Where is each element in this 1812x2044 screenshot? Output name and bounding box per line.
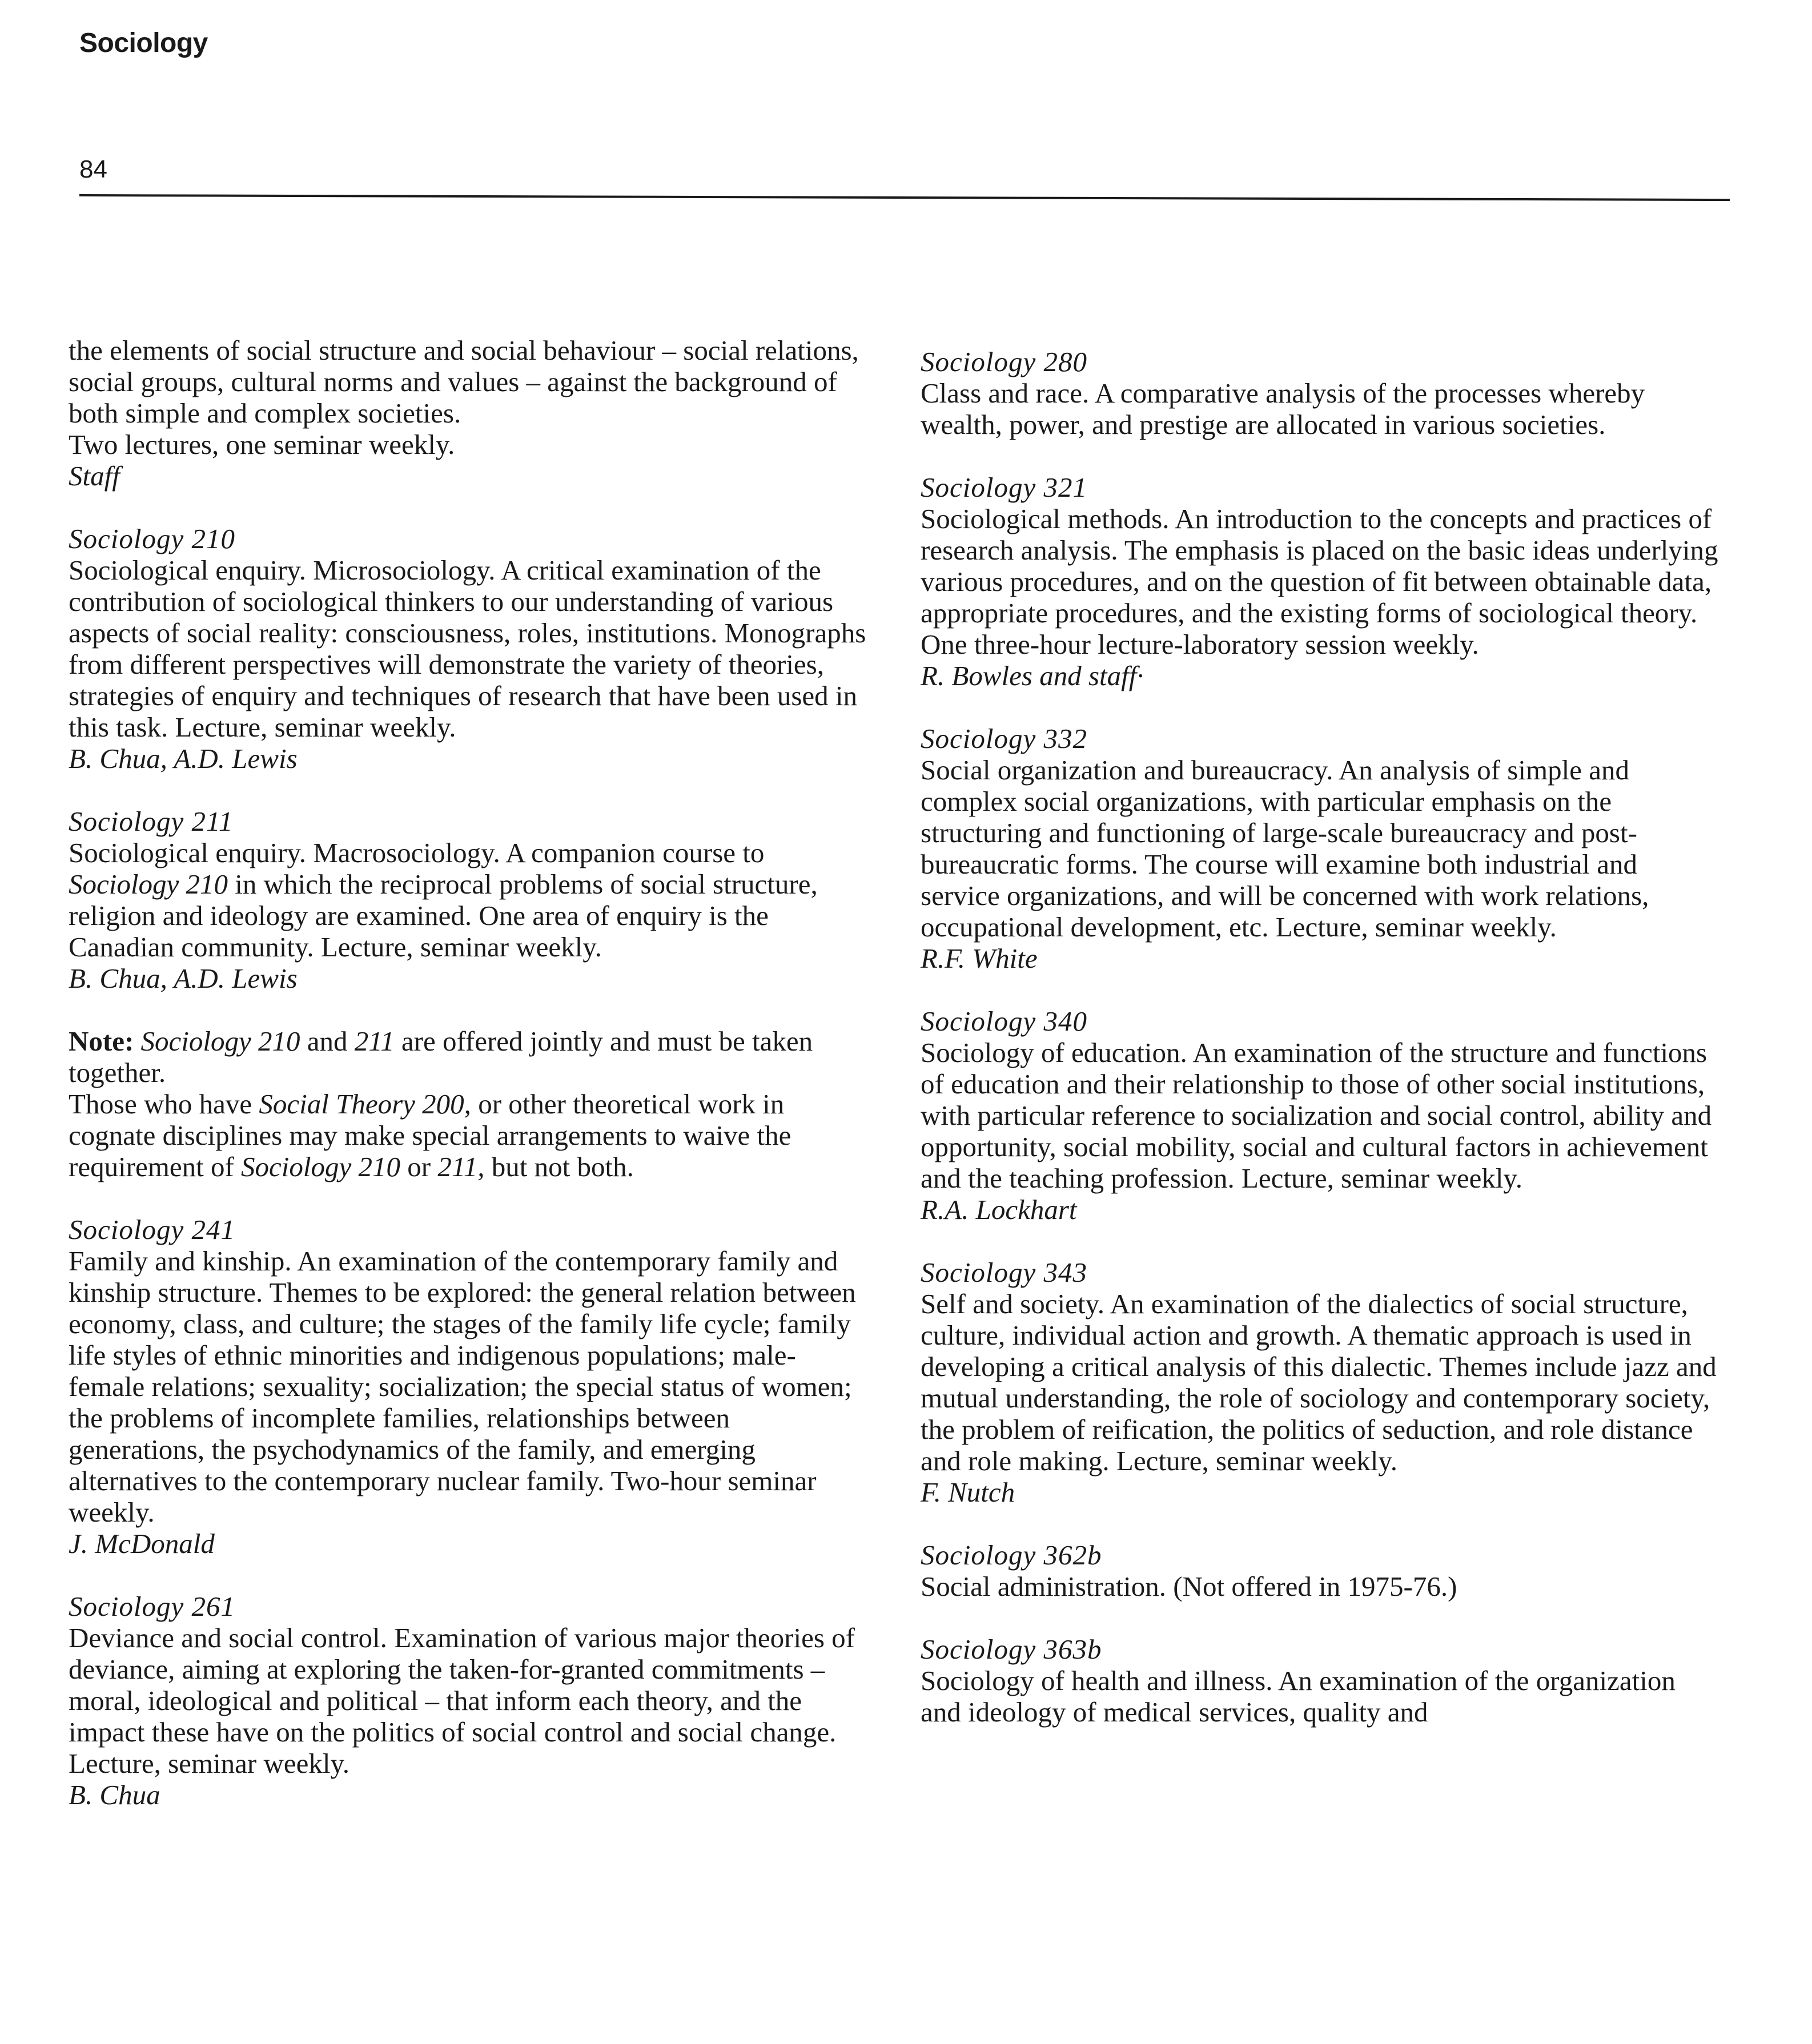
course-description: Family and kinship. An examination of the contemporary family and kinship structure. Themes to be explored: the general relation between economy, class, and culture; the stages of the family life cycle; family life styles of ethnic minorities and indigenous populations; male-female relations; sexuality; socialization; the special status of women; the problems of incomplete families, relationships between generations, the psychodynamics of the family, and emerging alternatives to the contemporary nuclear family. Two-hour seminar weekly. xyxy=(69,1245,856,1528)
page-number: 84 xyxy=(79,155,107,183)
course-code: Sociology 321 xyxy=(921,472,1087,503)
course-code: Sociology 241 xyxy=(69,1214,235,1245)
course-entry xyxy=(921,723,1720,974)
course-reference: Sociology 210 xyxy=(241,1151,401,1182)
description-text: Sociological enquiry. Macrosociology. A companion course to xyxy=(69,837,765,868)
intro-continuation xyxy=(69,335,868,492)
right-column xyxy=(921,346,1720,1759)
course-description: Social organization and bureaucracy. An analysis of simple and complex social organizations, with particular emphasis on the structuring and functioning of large-scale bureaucracy and post-bureaucratic forms. The course will examine both industrial and service organizations, and will be concerned with work relations, occupational development, etc. Lecture, seminar weekly. xyxy=(921,754,1649,943)
note-label: Note: xyxy=(69,1025,134,1057)
course-reference: 211 xyxy=(354,1025,395,1057)
course-code: Sociology 280 xyxy=(921,346,1087,377)
intro-text: the elements of social structure and social behaviour – social relations, social groups, cultural norms and values – against the background of both simple and complex societies. xyxy=(69,335,859,429)
course-description: Sociological enquiry. Microsociology. A critical examination of the contribution of sociological thinkers to our understanding of various aspects of social reality: consciousness, roles, institutions. Monographs from different perspectives will demonstrate the variety of theories, strategies of enquiry and techniques of research that have been used in this task. Lecture, seminar weekly. xyxy=(69,554,866,743)
course-instructors: F. Nutch xyxy=(921,1476,1015,1508)
course-description xyxy=(69,837,868,963)
course-code: Sociology 261 xyxy=(69,1591,235,1622)
course-code: Sociology 211 xyxy=(69,806,234,837)
course-description: Sociological methods. An introduction to the concepts and practices of research analysis. The emphasis is placed on the basic ideas underlying various procedures, and on the question of fit between obtainable data, appropriate procedures, and the existing forms of sociological theory. One three-hour lecture-laboratory session weekly. xyxy=(921,503,1718,660)
intro-schedule: Two lectures, one seminar weekly. xyxy=(69,429,455,460)
note-text: or other theoretical work in cognate disciplines may make special arrangements to waive the requirement of xyxy=(69,1088,792,1182)
course-entry xyxy=(921,1539,1720,1602)
note-text: but not both. xyxy=(484,1151,634,1182)
course-instructors: B. Chua xyxy=(69,1779,160,1810)
note-text: Those who have xyxy=(69,1088,259,1120)
course-instructors: B. Chua, A.D. Lewis xyxy=(69,963,298,994)
course-description: Sociology of health and illness. An examination of the organization and ideology of medical services, quality and xyxy=(921,1665,1676,1728)
course-instructors: R.F. White xyxy=(921,943,1038,974)
course-instructors: R. Bowles and staff· xyxy=(921,660,1144,691)
note-block xyxy=(69,1025,868,1182)
course-description: Self and society. An examination of the dialectics of social structure, culture, individual action and growth. A thematic approach is used in developing a critical analysis of this dialectic. Themes include jazz and mutual understanding, the role of sociology and contemporary society, the problem of reification, the politics of seduction, and role distance and role making. Lecture, seminar weekly. xyxy=(921,1288,1717,1476)
course-entry xyxy=(921,346,1720,440)
course-description: Class and race. A comparative analysis of the processes whereby wealth, power, and prestige are allocated in various societies. xyxy=(921,377,1645,440)
course-entry xyxy=(69,1214,868,1559)
course-entry xyxy=(69,523,868,774)
course-code: Sociology 362b xyxy=(921,1539,1102,1571)
course-description: Sociology of education. An examination of the structure and functions of education and their relationship to those of other social institutions, with particular reference to socialization and social control, ability and opportunity, social mobility, social and cultural factors in achievement and the teaching profession. Lecture, seminar weekly. xyxy=(921,1037,1712,1194)
note-text: and xyxy=(300,1025,355,1057)
course-entry xyxy=(921,472,1720,691)
course-entry xyxy=(921,1005,1720,1225)
course-entry xyxy=(69,1591,868,1810)
course-description: Deviance and social control. Examination of various major theories of deviance, aiming at exploring the taken-for-granted commitments – moral, ideological and political – that inform each theory, and the impact these have on the politics of social control and social change. Lecture, seminar weekly. xyxy=(69,1622,855,1779)
course-reference: Sociology 210 xyxy=(69,868,228,900)
note-paragraph xyxy=(69,1025,868,1088)
course-code: Sociology 332 xyxy=(921,723,1087,754)
course-code: Sociology 343 xyxy=(921,1257,1087,1288)
note-paragraph xyxy=(69,1088,868,1182)
course-code: Sociology 210 xyxy=(69,523,235,554)
course-instructors: B. Chua, A.D. Lewis xyxy=(69,743,298,774)
course-description: Social administration. (Not offered in 1975-76.) xyxy=(921,1571,1457,1602)
header-divider xyxy=(79,194,1730,201)
intro-instructors: Staff xyxy=(69,460,120,492)
course-reference: Social Theory 200, xyxy=(259,1088,471,1120)
course-entry xyxy=(921,1257,1720,1508)
course-instructors: J. McDonald xyxy=(69,1528,215,1559)
left-column xyxy=(69,335,868,1842)
section-title: Sociology xyxy=(79,28,208,58)
course-entry xyxy=(921,1633,1720,1728)
course-reference: 211, xyxy=(437,1151,485,1182)
course-reference: Sociology 210 xyxy=(140,1025,300,1057)
course-code: Sociology 363b xyxy=(921,1633,1102,1665)
description-text: in which the reciprocal problems of social structure, religion and ideology are examined. One area of enquiry is the Canadian community. Lecture, seminar weekly. xyxy=(69,868,818,963)
note-text: are offered jointly and must be taken together. xyxy=(69,1025,813,1088)
note-text: or xyxy=(400,1151,438,1182)
course-code: Sociology 340 xyxy=(921,1005,1087,1037)
course-instructors: R.A. Lockhart xyxy=(921,1194,1077,1225)
course-entry xyxy=(69,806,868,994)
